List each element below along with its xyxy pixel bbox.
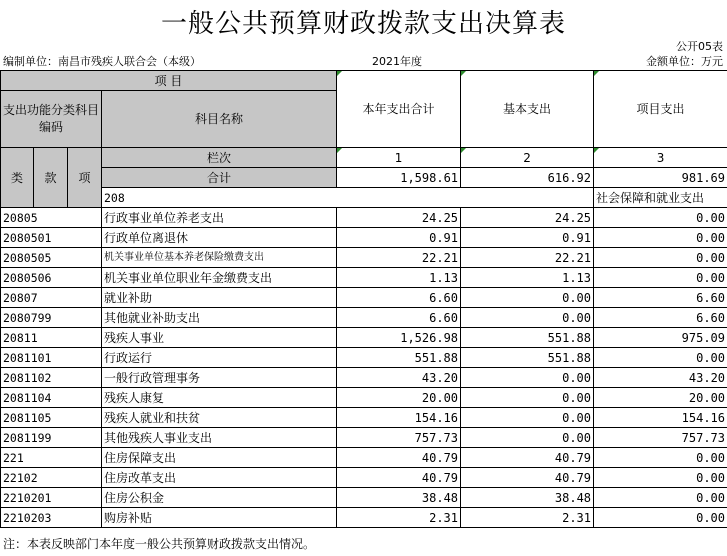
header-total: 本年支出合计 — [337, 71, 461, 148]
amount-project: 0.00 — [594, 468, 727, 488]
table-row — [1, 508, 727, 528]
subject-code: 20805 — [1, 208, 102, 228]
amount-basic: 2.31 — [461, 508, 594, 528]
amount-basic: 0.00 — [461, 368, 594, 388]
money-unit: 金额单位：万元 — [646, 55, 723, 68]
amount-project: 0.00 — [594, 348, 727, 368]
total-row — [1, 168, 727, 188]
table-row — [1, 268, 727, 288]
subject-name: 行政事业单位养老支出 — [102, 208, 337, 228]
amount-basic: 40.79 — [461, 468, 594, 488]
subject-code: 2081102 — [1, 368, 102, 388]
table-row — [1, 408, 727, 428]
table-row — [1, 188, 727, 208]
subject-name: 行政单位离退休 — [102, 228, 337, 248]
amount-basic: 551.88 — [461, 348, 594, 368]
amount-basic: 22.21 — [461, 248, 594, 268]
table-row — [1, 288, 727, 308]
amount-basic: 0.00 — [461, 408, 594, 428]
amount-project: 0.00 — [594, 248, 727, 268]
amount-basic: 1.13 — [461, 268, 594, 288]
header-xiang: 项 — [68, 148, 102, 208]
expenditure-table — [0, 70, 727, 528]
amount-basic: 0.00 — [461, 308, 594, 328]
amount-total: 1.13 — [337, 268, 461, 288]
amount-basic: 38.48 — [461, 488, 594, 508]
amount-project: 0.00 — [594, 228, 727, 248]
header-col1: 1 — [337, 148, 461, 168]
amount-basic: 0.00 — [461, 388, 594, 408]
total-project: 981.69 — [594, 168, 727, 188]
subject-name: 残疾人就业和扶贫 — [102, 408, 337, 428]
subject-name: 住房保障支出 — [102, 448, 337, 468]
subject-code: 2081101 — [1, 348, 102, 368]
reporting-unit: 编制单位：南昌市残疾人联合会（本级） — [3, 55, 201, 68]
table-row — [1, 468, 727, 488]
table-row — [1, 248, 727, 268]
subject-name: 其他就业补助支出 — [102, 308, 337, 328]
table-row — [1, 388, 727, 408]
amount-total: 0.91 — [337, 228, 461, 248]
amount-total: 551.88 — [337, 348, 461, 368]
form-code: 公开05表 — [676, 40, 723, 53]
subject-name: 行政运行 — [102, 348, 337, 368]
footnote: 注：本表反映部门本年度一般公共预算财政拨款支出情况。 — [3, 537, 316, 551]
page-title: 一般公共预算财政拨款支出决算表 — [160, 9, 566, 39]
subject-name: 残疾人康复 — [102, 388, 337, 408]
subject-name: 残疾人事业 — [102, 328, 337, 348]
table-row — [1, 488, 727, 508]
header-row-label: 栏次 — [102, 148, 337, 168]
header-project: 项目支出 — [594, 71, 727, 148]
amount-total: 6.60 — [337, 288, 461, 308]
table-row — [1, 228, 727, 248]
amount-basic: 24.25 — [461, 208, 594, 228]
subject-code: 2080799 — [1, 308, 102, 328]
amount-total: 22.21 — [337, 248, 461, 268]
subject-name: 社会保障和就业支出 — [594, 188, 727, 208]
amount-total: 6.60 — [337, 308, 461, 328]
amount-project: 0.00 — [594, 268, 727, 288]
total-total: 1,598.61 — [337, 168, 461, 188]
subject-code: 2210201 — [1, 488, 102, 508]
table-row — [1, 428, 727, 448]
header-kuan: 款 — [34, 148, 68, 208]
amount-project: 0.00 — [594, 488, 727, 508]
amount-project: 20.00 — [594, 388, 727, 408]
amount-total: 40.79 — [337, 468, 461, 488]
amount-total: 1,526.98 — [337, 328, 461, 348]
table-row — [1, 448, 727, 468]
subject-name: 住房改革支出 — [102, 468, 337, 488]
amount-total: 2.31 — [337, 508, 461, 528]
header-lei: 类 — [1, 148, 34, 208]
total-label: 合计 — [102, 168, 337, 188]
amount-project: 0.00 — [594, 448, 727, 468]
header-item: 项 目 — [1, 71, 337, 91]
header-row-1 — [1, 71, 727, 91]
header-col2: 2 — [461, 148, 594, 168]
subject-code: 2080501 — [1, 228, 102, 248]
subject-code: 2080506 — [1, 268, 102, 288]
amount-project: 154.16 — [594, 408, 727, 428]
amount-project: 0.00 — [594, 508, 727, 528]
subject-code: 22102 — [1, 468, 102, 488]
subject-code: 2210203 — [1, 508, 102, 528]
subject-name: 购房补贴 — [102, 508, 337, 528]
table-row — [1, 208, 727, 228]
amount-basic: 0.91 — [461, 228, 594, 248]
header-subject-name: 科目名称 — [102, 91, 337, 148]
total-basic: 616.92 — [461, 168, 594, 188]
table-row — [1, 308, 727, 328]
header-row-4 — [1, 148, 727, 168]
subject-code: 2081104 — [1, 388, 102, 408]
header-func-code: 支出功能分类科目编码 — [1, 91, 102, 148]
subject-code: 2080505 — [1, 248, 102, 268]
subject-name: 一般行政管理事务 — [102, 368, 337, 388]
amount-basic: 40.79 — [461, 448, 594, 468]
subject-code: 2081105 — [1, 408, 102, 428]
table-row — [1, 368, 727, 388]
table-row — [1, 328, 727, 348]
subject-code: 2081199 — [1, 428, 102, 448]
amount-total: 24.25 — [337, 208, 461, 228]
amount-total: 43.20 — [337, 368, 461, 388]
amount-total: 154.16 — [337, 408, 461, 428]
amount-project: 6.60 — [594, 308, 727, 328]
amount-basic: 0.00 — [461, 428, 594, 448]
amount-total: 38.48 — [337, 488, 461, 508]
amount-project: 757.73 — [594, 428, 727, 448]
amount-basic: 551.88 — [461, 328, 594, 348]
amount-basic: 0.00 — [461, 288, 594, 308]
table-row — [1, 348, 727, 368]
subject-code: 20811 — [1, 328, 102, 348]
subject-code: 208 — [102, 188, 594, 208]
subject-name: 住房公积金 — [102, 488, 337, 508]
amount-project: 975.09 — [594, 328, 727, 348]
subject-name: 就业补助 — [102, 288, 337, 308]
amount-project: 6.60 — [594, 288, 727, 308]
subject-name: 机关事业单位职业年金缴费支出 — [102, 268, 337, 288]
header-col3: 3 — [594, 148, 727, 168]
subject-code: 221 — [1, 448, 102, 468]
subject-name: 机关事业单位基本养老保险缴费支出 — [102, 248, 337, 268]
amount-project: 0.00 — [594, 208, 727, 228]
fiscal-year: 2021年度 — [372, 55, 422, 68]
subject-code: 20807 — [1, 288, 102, 308]
amount-total: 40.79 — [337, 448, 461, 468]
header-basic: 基本支出 — [461, 71, 594, 148]
amount-total: 20.00 — [337, 388, 461, 408]
amount-total: 757.73 — [337, 428, 461, 448]
subject-name: 其他残疾人事业支出 — [102, 428, 337, 448]
amount-project: 43.20 — [594, 368, 727, 388]
